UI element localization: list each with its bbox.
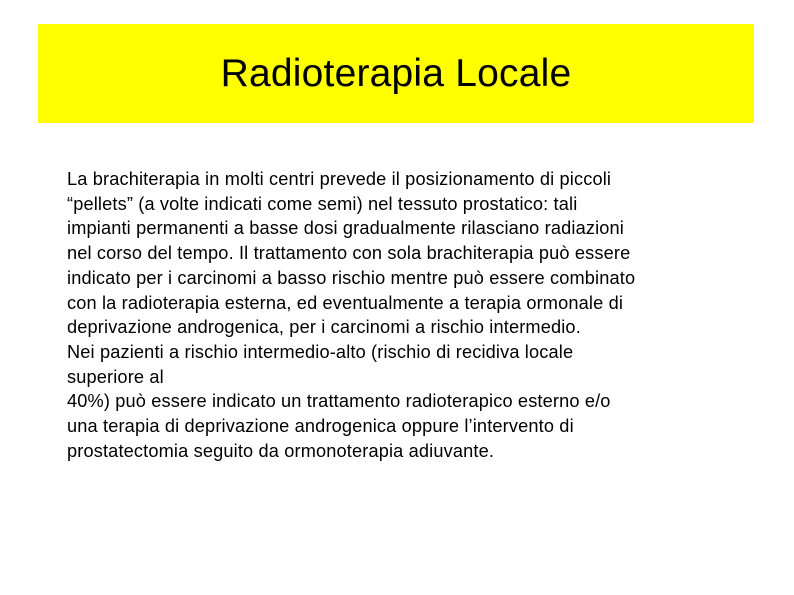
slide-title: Radioterapia Locale <box>220 51 572 95</box>
body-line: La brachiterapia in molti centri prevede il posizionamento di piccoli <box>67 169 612 189</box>
body-line: impianti permanenti a basse dosi gradualmente rilasciano radiazioni <box>67 218 624 239</box>
body-line: superiore al <box>67 366 164 387</box>
title-banner <box>38 24 754 123</box>
body-line: una terapia di deprivazione androgenica oppure l’intervento di <box>67 416 574 437</box>
body-line: Nei pazienti a rischio intermedio-alto (rischio di recidiva locale <box>67 341 574 362</box>
body-line: nel corso del tempo. Il trattamento con sola brachiterapia può essere <box>67 243 631 264</box>
body-line: “pellets” (a volte indicati come semi) nel tessuto prostatico: tali <box>67 193 578 214</box>
body-line: prostatectomia seguito da ormonoterapia adiuvante. <box>67 440 495 461</box>
body-line: con la radioterapia esterna, ed eventualmente a terapia ormonale di <box>67 292 624 313</box>
body-line: indicato per i carcinomi a basso rischio mentre può essere combinato <box>67 267 636 288</box>
slide-body <box>67 167 767 463</box>
body-line: 40%) può essere indicato un trattamento radioterapico esterno e/o <box>67 391 611 412</box>
body-line: deprivazione androgenica, per i carcinomi a rischio intermedio. <box>67 317 581 338</box>
